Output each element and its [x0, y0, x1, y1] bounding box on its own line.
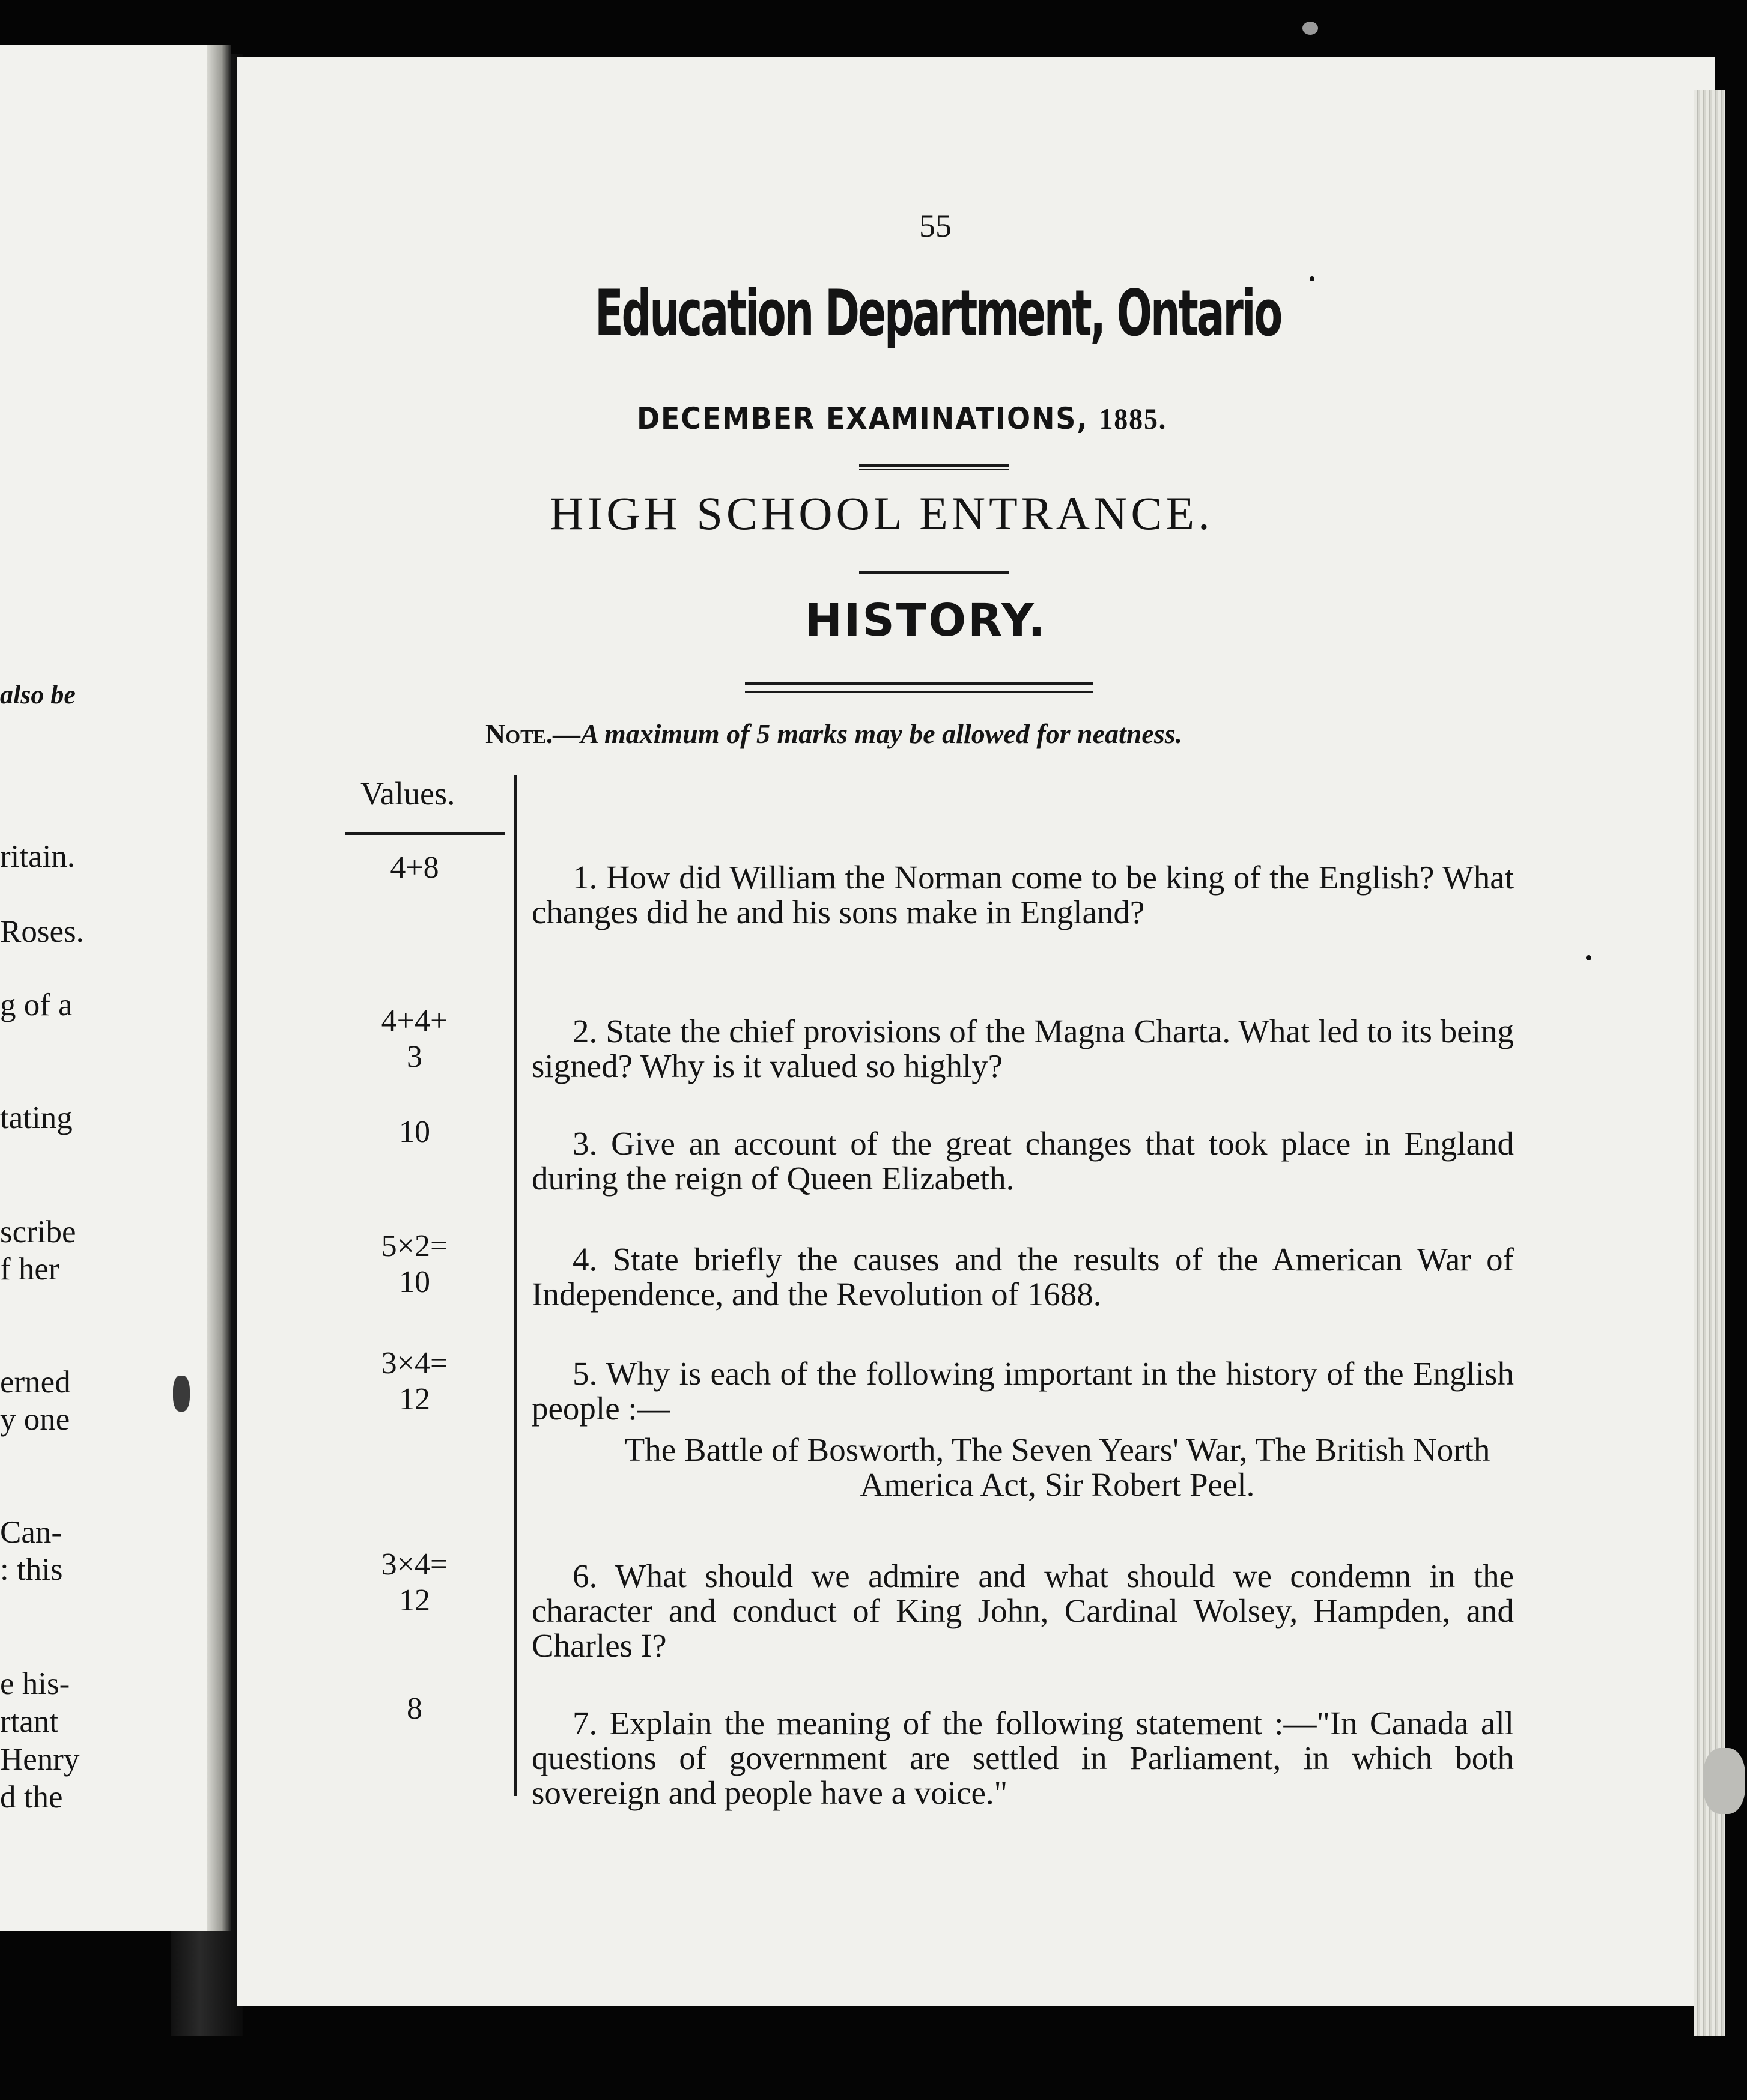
question-5-list: The Battle of Bosworth, The Seven Years' War, The British North America Act, Sir Robert Peel. [624, 1431, 1490, 1503]
question-number: 7. [573, 1705, 598, 1741]
left-page-fragment: : this [0, 1552, 63, 1587]
values-header: Values. [360, 775, 455, 812]
subject-title: HISTORY. [805, 595, 1047, 646]
question-number: 6. [573, 1558, 598, 1594]
left-page-fragment: scribe [0, 1215, 76, 1249]
left-page-fragment: e his- [0, 1666, 70, 1701]
department-title: Education Department, Ontario [595, 276, 1281, 350]
question-text: State the chief provisions of the Magna Charta. What led to its being signed? Why is it valued so highly? [532, 1013, 1514, 1084]
double-rule [745, 691, 1093, 693]
question-value: 8 [407, 1692, 422, 1726]
exam-prefix: DECEMBER EXAMINATIONS, [637, 401, 1089, 436]
exam-year: 1885. [1099, 402, 1167, 435]
question-value: 4+8 [390, 851, 439, 885]
left-page-fragment: Roses. [0, 914, 84, 949]
divider-rule [859, 469, 1009, 470]
left-page [0, 45, 207, 1931]
question-text: Explain the meaning of the following statement :—"In Canada all questions of government are settled in Parliament, in which both sovereign and people have a voice." [532, 1705, 1515, 1811]
question-value: 3×4= 12 [381, 1547, 448, 1618]
left-page-fragment: Can- [0, 1515, 62, 1550]
question-number: 3. [573, 1125, 598, 1162]
page-stack-edge [1694, 90, 1725, 2036]
question-1 [532, 860, 1514, 930]
scan-speck [1703, 1748, 1745, 1814]
question-number: 5. [573, 1355, 598, 1392]
left-page-fragment: g of a [0, 988, 73, 1022]
left-page-fragment: ritain. [0, 839, 76, 874]
left-page-fragment: erned [0, 1365, 71, 1400]
left-page-fragment: rtant [0, 1704, 59, 1739]
page-number: 55 [919, 208, 952, 244]
left-page-edge [207, 45, 231, 1931]
question-2 [532, 1014, 1514, 1084]
entrance-title: HIGH SCHOOL ENTRANCE. [550, 487, 1214, 539]
left-page-fragment: y one [0, 1402, 70, 1437]
scan-speck [173, 1376, 190, 1412]
scan-speck [1302, 22, 1318, 35]
scan-speck [1310, 276, 1314, 281]
left-page-fragment: also be [0, 680, 76, 709]
column-divider [514, 775, 517, 1796]
scan-speck [1586, 955, 1591, 960]
double-rule [745, 682, 1093, 685]
question-3 [532, 1126, 1514, 1196]
question-7 [532, 1706, 1514, 1810]
left-page-fragment: d the [0, 1780, 63, 1815]
question-text: How did William the Norman come to be king of the English? What changes did he and his sons make in England? [532, 859, 1514, 930]
question-5 [532, 1356, 1514, 1426]
question-4 [532, 1242, 1514, 1312]
question-text: Give an account of the great changes that took place in England during the reign of Queen Elizabeth. [532, 1125, 1514, 1197]
question-value: 4+4+ 3 [381, 1004, 448, 1074]
question-value: 5×2= 10 [381, 1229, 448, 1299]
question-6 [532, 1559, 1514, 1663]
divider-rule [859, 571, 1009, 574]
values-header-rule [345, 832, 505, 835]
note-label: Note. [485, 718, 553, 749]
question-value: 3×4= 12 [381, 1346, 448, 1416]
left-page-fragment: f her [0, 1252, 59, 1287]
note-text: —A maximum of 5 marks may be allowed for neatness. [553, 718, 1183, 749]
exam-line [637, 401, 1167, 436]
question-value: 10 [399, 1115, 430, 1149]
question-number: 1. [573, 859, 598, 896]
left-page-fragment: Henry [0, 1742, 80, 1777]
question-number: 4. [573, 1241, 598, 1278]
note [485, 718, 1182, 750]
question-text: State briefly the causes and the results of the American War of Independence, and the Revolution of 1688. [532, 1241, 1514, 1312]
question-number: 2. [573, 1013, 598, 1049]
question-text: Why is each of the following important in the history of the English people :— [532, 1355, 1514, 1427]
left-page-fragment: tating [0, 1100, 73, 1135]
question-text: What should we admire and what should we condemn in the character and conduct of King John, Cardinal Wolsey, Hampden, and Charles I? [532, 1558, 1514, 1664]
divider-rule [859, 464, 1009, 467]
